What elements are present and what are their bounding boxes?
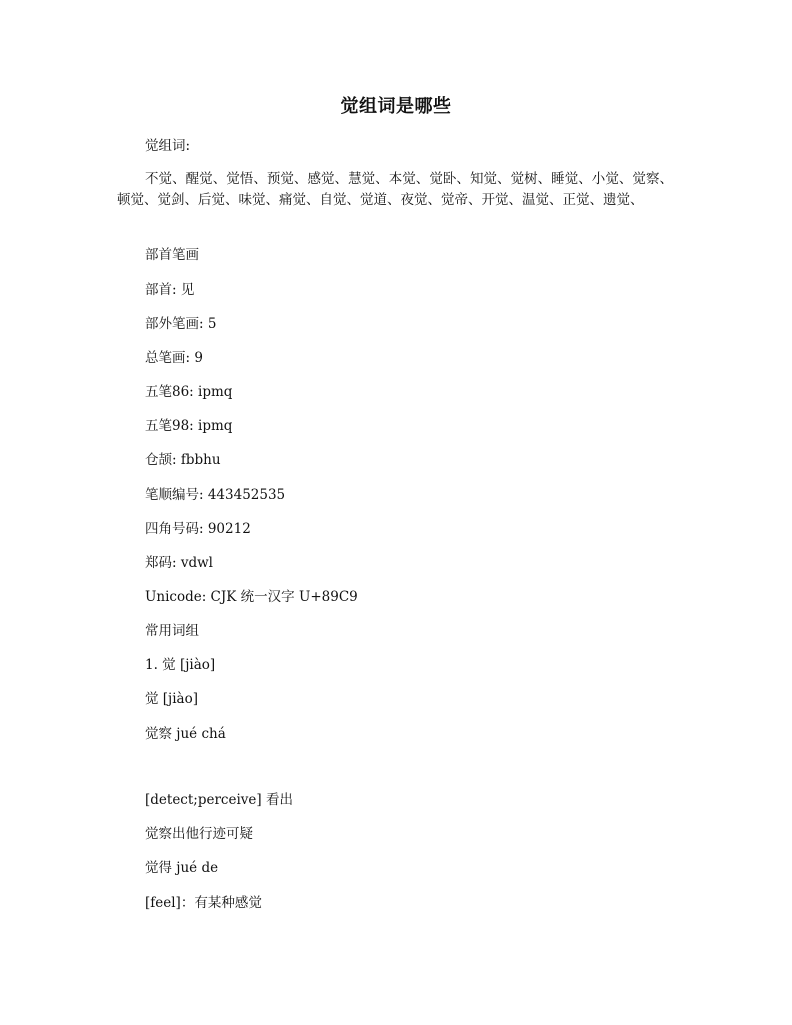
- entry-line: 觉 [jiào]: [145, 691, 199, 707]
- entry-line: 觉得 jué de: [145, 860, 219, 876]
- cangjie-line: 仓颉: fbbhu: [145, 452, 221, 468]
- radical-line: 部首: 见: [145, 282, 195, 298]
- wubi86-line: 五笔86: ipmq: [145, 384, 233, 400]
- entry-line: [feel]：有某种感觉: [145, 895, 262, 911]
- entry-line: 觉察 jué chá: [145, 726, 226, 742]
- four-corner-line: 四角号码: 90212: [145, 521, 251, 537]
- entry-line: [detect;perceive] 看出: [145, 792, 293, 808]
- total-strokes-line: 总笔画: 9: [145, 350, 203, 366]
- section-heading-radical: 部首笔画: [145, 247, 199, 263]
- zhengma-line: 郑码: vdwl: [145, 555, 213, 571]
- entry-line: 1. 觉 [jiào]: [145, 657, 216, 673]
- intro-label: 觉组词:: [145, 138, 191, 154]
- wubi98-line: 五笔98: ipmq: [145, 418, 233, 434]
- unicode-line: Unicode: CJK 统一汉字 U+89C9: [145, 589, 358, 605]
- outer-strokes-line: 部外笔画: 5: [145, 316, 217, 332]
- stroke-order-line: 笔顺编号: 443452535: [145, 487, 286, 503]
- entry-line: 觉察出他行迹可疑: [145, 826, 253, 842]
- page-title: 觉组词是哪些: [340, 96, 452, 117]
- section-heading-common: 常用词组: [145, 623, 199, 639]
- word-list-paragraph: 不觉、醒觉、觉悟、预觉、感觉、慧觉、本觉、觉卧、知觉、觉树、睡觉、小觉、觉察、顿觉、觉剑、后觉、味觉、痛觉、自觉、觉道、夜觉、觉帝、开觉、温觉、正觉、遗觉、: [117, 171, 673, 208]
